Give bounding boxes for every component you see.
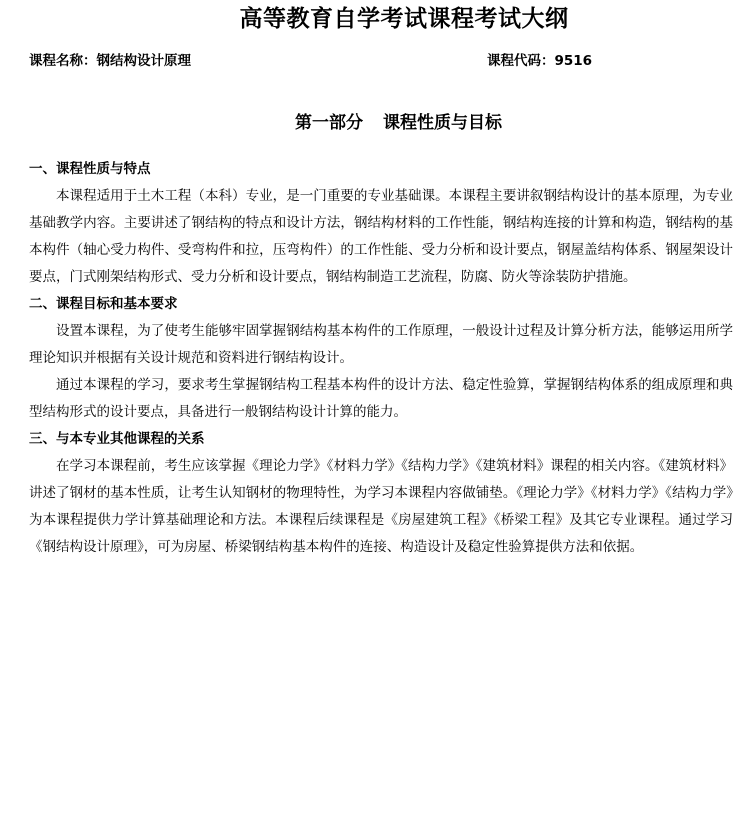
document-body: [29, 156, 733, 561]
paragraph: 通过本课程的学习，要求考生掌握钢结构工程基本构件的设计方法、稳定性验算，掌握钢结构体系的组成原理和典型结构形式的设计要点，具备进行一般钢结构设计计算的能力。: [29, 377, 733, 420]
paragraph: 本课程适用于土木工程（本科）专业，是一门重要的专业基础课。本课程主要讲叙钢结构设计的基本原理，为专业基础教学内容。主要讲述了钢结构的特点和设计方法，钢结构材料的工作性能，钢结构连接的计算和构造，钢结构的基本构件（轴心受力构件、受弯构件和拉，压弯构件）的工作性能、受力分析和设计要点，钢屋盖结构体系、钢屋架设计要点，门式刚架结构形式、受力分析和设计要点，钢结构制造工艺流程，防腐、防火等涂装防护措施。: [29, 188, 733, 285]
section-nature: [29, 156, 733, 291]
course-code: 课程代码：9516: [487, 53, 593, 69]
section-goals: [29, 291, 733, 426]
paragraph: 设置本课程，为了使考生能够牢固掌握钢结构基本构件的工作原理，一般设计过程及计算分析方法，能够运用所学理论知识并根据有关设计规范和资料进行钢结构设计。: [29, 323, 733, 366]
section-heading: 三、与本专业其他课程的关系: [29, 431, 205, 447]
course-name: 课程名称：钢结构设计原理: [29, 53, 191, 69]
part-title-text: 课程性质与目标: [383, 113, 502, 133]
course-info-row: [29, 50, 729, 72]
part-title-prefix: 第一部分: [295, 113, 363, 133]
section-heading: 一、课程性质与特点: [29, 161, 151, 177]
part-title: [0, 110, 747, 136]
section-relations: [29, 426, 733, 561]
page-title: 高等教育自学考试课程考试大纲: [239, 6, 569, 32]
section-heading: 二、课程目标和基本要求: [29, 296, 178, 312]
paragraph: 在学习本课程前，考生应该掌握《理论力学》《材料力学》《结构力学》《建筑材料》课程的相关内容。《建筑材料》讲述了钢材的基本性质，让考生认知钢材的物理特性，为学习本课程内容做铺垫。《理论力学》《材料力学》《结构力学》为本课程提供力学计算基础理论和方法。本课程后续课程是《房屋建筑工程》《桥梁工程》及其它专业课程。通过学习《钢结构设计原理》，可为房屋、桥梁钢结构基本构件的连接、构造设计及稳定性验算提供方法和依据。: [29, 458, 733, 555]
